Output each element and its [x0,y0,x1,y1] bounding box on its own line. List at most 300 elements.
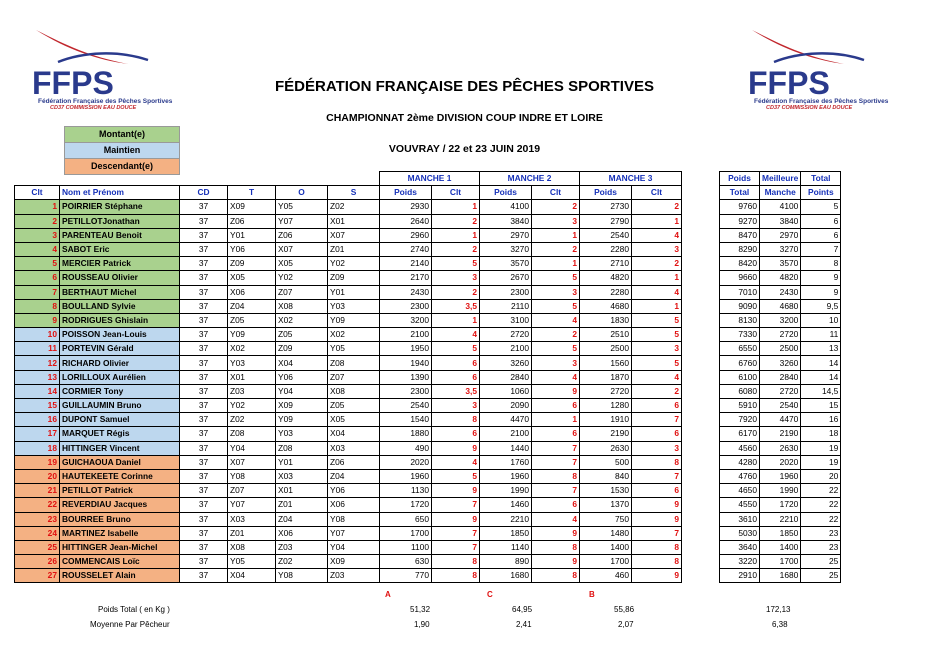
s-cell: Y05 [328,342,380,356]
meilleure-manche-cell: 4820 [760,271,801,285]
total-points-cell: 14,5 [801,384,841,398]
m3-clt-cell: 9 [632,512,682,526]
rank-cell: 21 [15,484,60,498]
spacer-cell [682,214,720,228]
m1-poids-cell: 650 [380,512,432,526]
total-points-cell: 22 [801,498,841,512]
m3-clt-cell: 7 [632,526,682,540]
meilleure-manche-header: Manche [760,186,801,200]
m2-clt-cell: 6 [532,498,580,512]
poids-total-cell: 5910 [720,399,760,413]
name-cell: BERTHAUT Michel [60,285,180,299]
m1-clt-cell: 3 [432,271,480,285]
ffps-logo-left [28,26,173,116]
table-row [15,498,841,512]
m1-poids-cell: 2930 [380,200,432,214]
m3-poids-cell: 2500 [580,342,632,356]
total-points-cell: 19 [801,441,841,455]
total-points-cell: 18 [801,427,841,441]
m2-poids-cell: 4470 [480,413,532,427]
m2-clt-cell: 8 [532,569,580,583]
meilleure-manche-cell: 2210 [760,512,801,526]
o-cell: X01 [276,484,328,498]
m3-poids-cell: 2280 [580,285,632,299]
t-cell: X07 [228,455,276,469]
m2-poids-cell: 2210 [480,512,532,526]
m1-clt-cell: 8 [432,555,480,569]
m2-poids-cell: 2090 [480,399,532,413]
cd-cell: 37 [180,285,228,299]
spacer-cell [682,200,720,214]
total-points-cell: 14 [801,370,841,384]
o-cell: Z08 [276,441,328,455]
rank-cell: 25 [15,540,60,554]
m3-clt-cell: 4 [632,370,682,384]
spacer-cell [682,228,720,242]
meilleure-manche-cell: 1960 [760,469,801,483]
meilleure-manche-cell: 2190 [760,427,801,441]
o-cell: X03 [276,469,328,483]
legend-descendant: Descendant(e) [64,158,180,175]
col-clt: Clt [15,186,60,200]
spacer-cell [682,540,720,554]
cd-cell: 37 [180,455,228,469]
name-cell: DUPONT Samuel [60,413,180,427]
table-row [15,441,841,455]
o-cell: X05 [276,257,328,271]
m1-poids-cell: 2740 [380,242,432,256]
s-cell: X08 [328,384,380,398]
s-cell: Z04 [328,469,380,483]
poids-total-cell: 7010 [720,285,760,299]
total-points-cell: 25 [801,569,841,583]
m2-poids-cell: 1760 [480,455,532,469]
m2-poids-cell: 3100 [480,313,532,327]
o-cell: X06 [276,526,328,540]
spacer-cell [682,427,720,441]
m1-poids-cell: 490 [380,441,432,455]
rank-cell: 24 [15,526,60,540]
m3-clt-cell: 5 [632,356,682,370]
spacer-cell [682,413,720,427]
total-points-cell: 15 [801,399,841,413]
total-points-cell: 6 [801,214,841,228]
cd-cell: 37 [180,469,228,483]
m3-poids-cell: 2190 [580,427,632,441]
m2-clt-cell: 8 [532,540,580,554]
m3-poids-cell: 1700 [580,555,632,569]
name-cell: MERCIER Patrick [60,257,180,271]
o-cell: Z04 [276,512,328,526]
total-points-cell: 16 [801,413,841,427]
total-points-cell: 22 [801,484,841,498]
table-row [15,569,841,583]
logo-text: FFPS [32,65,114,101]
m1-poids-cell: 1940 [380,356,432,370]
cd-cell: 37 [180,526,228,540]
legend-maintien: Maintien [64,142,180,159]
t-cell: X02 [228,342,276,356]
meilleure-manche-cell: 2430 [760,285,801,299]
m3-poids-cell: 460 [580,569,632,583]
m1-clt-cell: 4 [432,328,480,342]
manche-1-header: MANCHE 1 [380,172,480,186]
m2-clt-cell: 6 [532,399,580,413]
m2-clt-cell: 4 [532,313,580,327]
s-cell: Y01 [328,285,380,299]
m3-poids-cell: 1370 [580,498,632,512]
s-cell: X03 [328,441,380,455]
meilleure-manche-cell: 2540 [760,399,801,413]
m3-clt-cell: 4 [632,285,682,299]
name-cell: GUICHAOUA Daniel [60,455,180,469]
m3-clt-cell: 3 [632,441,682,455]
cd-cell: 37 [180,328,228,342]
poids-total-cell: 7330 [720,328,760,342]
poids-total-cell: 9090 [720,299,760,313]
name-cell: LORILLOUX Aurélien [60,370,180,384]
table-row [15,257,841,271]
o-cell: Z06 [276,228,328,242]
poids-total-cell: 4650 [720,484,760,498]
m2-poids-cell: 1850 [480,526,532,540]
s-cell: X09 [328,555,380,569]
table-row [15,200,841,214]
spacer-cell [682,555,720,569]
m3-poids-cell: 500 [580,455,632,469]
o-cell: Y04 [276,384,328,398]
m2-clt-cell: 2 [532,200,580,214]
m3-clt-cell: 2 [632,200,682,214]
col-m3-poids: Poids [580,186,632,200]
spacer-cell [682,257,720,271]
table-row [15,399,841,413]
name-cell: RODRIGUES Ghislain [60,313,180,327]
m1-poids-cell: 2140 [380,257,432,271]
poids-total-cell: 8420 [720,257,760,271]
o-cell: Z07 [276,285,328,299]
t-cell: Z06 [228,214,276,228]
total-points-cell: 6 [801,228,841,242]
name-cell: HAUTEKEETE Corinne [60,469,180,483]
m3-poids-cell: 1480 [580,526,632,540]
total-points-cell: 8 [801,257,841,271]
total-points-cell: 13 [801,342,841,356]
table-row [15,512,841,526]
m2-poids-cell: 3260 [480,356,532,370]
m3-poids-cell: 750 [580,512,632,526]
m3-clt-cell: 8 [632,555,682,569]
m2-clt-cell: 5 [532,299,580,313]
table-row [15,384,841,398]
poids-total-cell: 6170 [720,427,760,441]
m2-poids-cell: 3840 [480,214,532,228]
s-cell: X01 [328,214,380,228]
m2-poids-cell: 1680 [480,569,532,583]
m3-poids-cell: 1910 [580,413,632,427]
poids-total-cell: 4560 [720,441,760,455]
m1-clt-cell: 9 [432,512,480,526]
m1-poids-cell: 2430 [380,285,432,299]
s-cell: Y02 [328,257,380,271]
name-cell: REVERDIAU Jacques [60,498,180,512]
col-m2-clt: Clt [532,186,580,200]
cd-cell: 37 [180,228,228,242]
m3-poids-cell: 1280 [580,399,632,413]
cd-cell: 37 [180,399,228,413]
m1-poids-cell: 1950 [380,342,432,356]
m2-clt-cell: 8 [532,469,580,483]
t-cell: Z07 [228,484,276,498]
m3-poids-cell: 2710 [580,257,632,271]
m3-poids-cell: 840 [580,469,632,483]
m1-clt-cell: 5 [432,257,480,271]
meilleure-manche-cell: 3200 [760,313,801,327]
meilleure-manche-cell: 3570 [760,257,801,271]
name-cell: MARQUET Régis [60,427,180,441]
name-cell: BOURREE Bruno [60,512,180,526]
cd-cell: 37 [180,370,228,384]
m1-clt-cell: 9 [432,484,480,498]
total-points-header-top: Total [801,172,841,186]
s-cell: X06 [328,498,380,512]
col-s: S [328,186,380,200]
o-cell: Y06 [276,370,328,384]
m1-poids-cell: 630 [380,555,432,569]
o-cell: Z02 [276,555,328,569]
m3-poids-cell: 2720 [580,384,632,398]
meilleure-manche-cell: 3270 [760,242,801,256]
poids-total-cell: 6100 [720,370,760,384]
event-line: VOUVRAY / 22 et 23 JUIN 2019 [388,143,541,155]
t-cell: Z09 [228,257,276,271]
table-row [15,427,841,441]
poids-total-cell: 8470 [720,228,760,242]
name-cell: RICHARD Olivier [60,356,180,370]
cd-cell: 37 [180,540,228,554]
table-row [15,271,841,285]
o-cell: X09 [276,399,328,413]
m1-poids-cell: 770 [380,569,432,583]
meilleure-manche-cell: 3260 [760,356,801,370]
meilleure-manche-cell: 4680 [760,299,801,313]
m1-poids-cell: 2020 [380,455,432,469]
o-cell: Y09 [276,413,328,427]
name-cell: BOULLAND Sylvie [60,299,180,313]
m1-clt-cell: 3,5 [432,384,480,398]
total-points-header: Points [801,186,841,200]
m3-clt-cell: 4 [632,228,682,242]
poids-total-cell: 6080 [720,384,760,398]
poids-total-cell: 9660 [720,271,760,285]
t-cell: Y04 [228,441,276,455]
m2-clt-cell: 5 [532,271,580,285]
spacer-cell [682,299,720,313]
name-cell: HITTINGER Vincent [60,441,180,455]
m2-clt-cell: 1 [532,413,580,427]
spacer-cell [682,356,720,370]
spacer-cell [682,313,720,327]
poids-total-cell: 9270 [720,214,760,228]
m2-clt-cell: 7 [532,441,580,455]
m1-clt-cell: 6 [432,370,480,384]
meilleure-manche-cell: 4100 [760,200,801,214]
m2-poids-cell: 1060 [480,384,532,398]
cd-cell: 37 [180,299,228,313]
name-cell: POIRRIER Stéphane [60,200,180,214]
poids-total-cell: 4760 [720,469,760,483]
t-cell: X06 [228,285,276,299]
poids-total-cell: 3640 [720,540,760,554]
s-cell: Y03 [328,299,380,313]
total-points-cell: 7 [801,242,841,256]
m2-poids-cell: 2670 [480,271,532,285]
m2-poids-cell: 3570 [480,257,532,271]
name-cell: HITTINGER Jean-Michel [60,540,180,554]
rank-cell: 14 [15,384,60,398]
col-cd: CD [180,186,228,200]
poids-total-cell: 8290 [720,242,760,256]
m3-clt-cell: 9 [632,569,682,583]
rank-cell: 23 [15,512,60,526]
logo-line1-right: Fédération Française des Pêches Sportives [754,98,889,105]
m1-poids-cell: 3200 [380,313,432,327]
manche-2-header: MANCHE 2 [480,172,580,186]
m3-poids-cell: 2730 [580,200,632,214]
rank-cell: 3 [15,228,60,242]
cd-cell: 37 [180,242,228,256]
m3-clt-cell: 2 [632,384,682,398]
s-cell: Z05 [328,399,380,413]
meilleure-manche-cell: 2020 [760,455,801,469]
m3-clt-cell: 3 [632,342,682,356]
total-points-cell: 23 [801,540,841,554]
page-title: FÉDÉRATION FRANÇAISE DES PÊCHES SPORTIVES [275,78,654,95]
poids-total-cell: 8130 [720,313,760,327]
s-cell: X02 [328,328,380,342]
m1-poids-cell: 1130 [380,484,432,498]
m3-clt-cell: 8 [632,455,682,469]
poids-total-cell: 3220 [720,555,760,569]
s-cell: Z01 [328,242,380,256]
s-cell: X04 [328,427,380,441]
col-m1-clt: Clt [432,186,480,200]
m1-poids-cell: 2100 [380,328,432,342]
m3-clt-cell: 6 [632,484,682,498]
o-cell: Y03 [276,427,328,441]
m3-poids-cell: 2540 [580,228,632,242]
m1-poids-cell: 1100 [380,540,432,554]
m3-clt-cell: 6 [632,399,682,413]
rank-cell: 1 [15,200,60,214]
m1-clt-cell: 2 [432,285,480,299]
t-cell: Z08 [228,427,276,441]
spacer-cell [682,441,720,455]
manche-3-header: MANCHE 3 [580,172,682,186]
t-cell: Y06 [228,242,276,256]
s-cell: Y08 [328,512,380,526]
meilleure-manche-cell: 1680 [760,569,801,583]
rank-cell: 22 [15,498,60,512]
t-cell: X03 [228,512,276,526]
name-cell: PARENTEAU Benoit [60,228,180,242]
cd-cell: 37 [180,356,228,370]
m2-poids-cell: 1440 [480,441,532,455]
o-cell: Y02 [276,271,328,285]
name-cell: ROUSSEAU Olivier [60,271,180,285]
rank-cell: 6 [15,271,60,285]
total-points-cell: 19 [801,455,841,469]
meilleure-manche-header-top: Meilleure [760,172,801,186]
rank-cell: 11 [15,342,60,356]
m1-poids-cell: 2960 [380,228,432,242]
spacer-cell [682,569,720,583]
t-cell: Y02 [228,399,276,413]
total-points-cell: 14 [801,356,841,370]
t-cell: Y07 [228,498,276,512]
s-cell: Y09 [328,313,380,327]
rank-cell: 2 [15,214,60,228]
cd-cell: 37 [180,200,228,214]
o-cell: Z01 [276,498,328,512]
m1-clt-cell: 7 [432,498,480,512]
m2-clt-cell: 3 [532,356,580,370]
col-m3-clt: Clt [632,186,682,200]
table-row [15,469,841,483]
rank-cell: 18 [15,441,60,455]
m3-clt-cell: 3 [632,242,682,256]
meilleure-manche-cell: 2720 [760,384,801,398]
m3-poids-cell: 2280 [580,242,632,256]
cd-cell: 37 [180,555,228,569]
meilleure-manche-cell: 1720 [760,498,801,512]
meilleure-manche-cell: 1400 [760,540,801,554]
m1-clt-cell: 7 [432,540,480,554]
m3-poids-cell: 4680 [580,299,632,313]
m2-poids-cell: 2720 [480,328,532,342]
moyenne-m3: 2,07 [618,620,634,629]
m1-clt-cell: 5 [432,342,480,356]
cd-cell: 37 [180,413,228,427]
total-points-cell: 9 [801,285,841,299]
m2-clt-cell: 6 [532,427,580,441]
m1-clt-cell: 3 [432,399,480,413]
m1-clt-cell: 1 [432,200,480,214]
m2-poids-cell: 2100 [480,427,532,441]
name-cell: COMMENCAIS Loïc [60,555,180,569]
m1-poids-cell: 2300 [380,384,432,398]
m1-clt-cell: 9 [432,441,480,455]
s-cell: X05 [328,413,380,427]
name-cell: CORMIER Tony [60,384,180,398]
poids-total-m1: 51,32 [410,605,431,614]
name-cell: POISSON Jean-Louis [60,328,180,342]
m2-poids-cell: 2970 [480,228,532,242]
m3-clt-cell: 2 [632,257,682,271]
cd-cell: 37 [180,498,228,512]
spacer-cell [682,399,720,413]
table-row [15,455,841,469]
page-subtitle: CHAMPIONNAT 2ème DIVISION COUP INDRE ET LOIRE [326,112,603,124]
m2-clt-cell: 2 [532,328,580,342]
cd-cell: 37 [180,342,228,356]
table-row [15,228,841,242]
total-points-cell: 23 [801,526,841,540]
legend-montant: Montant(e) [64,126,180,143]
o-cell: Y05 [276,200,328,214]
poids-total-m3: 55,86 [614,605,635,614]
logo-line1: Fédération Française des Pêches Sportives [38,98,173,105]
